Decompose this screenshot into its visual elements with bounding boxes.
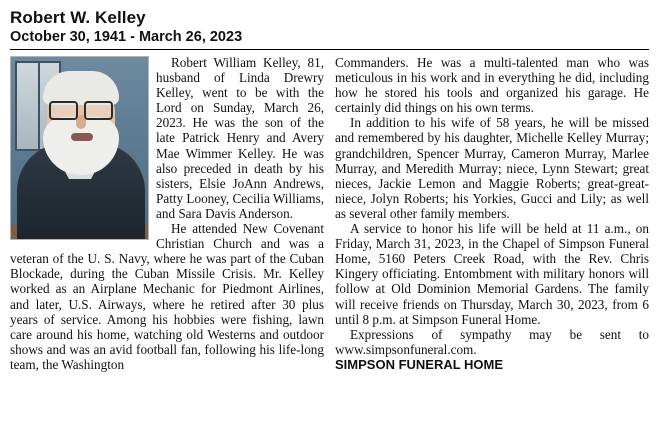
- portrait-photo: [10, 56, 149, 240]
- funeral-home-name: SIMPSON FUNERAL HOME: [335, 356, 504, 372]
- obituary-paragraph: In addition to his wife of 58 years, he will be missed and remembered by his daughter, Michelle Kelley Murray; grandchildren, Spencer Murray, Cameron Murray, Marlee Murray, and Meredith Murray; niece, Lynn Stewart; great nieces, Jackie Lemon and Maggie Roberts; great-great-niece, Jolyn Roberts; his Yorkies, Gucci and Lily; as well as several other family members.: [335, 115, 649, 221]
- obituary-paragraph: Robert William Kelley, 81, husband of Linda Drewry Kelley, went to be with the Lord on Sunday, March 26, 2023. He was the son of the late Patrick Henry and Avery Mae Wimmer Kelley. He was also preceded in death by his sisters, Elsie JoAnn Andrews, Patty Looney, Cecilia Williams, and Sara Davis Anderson.: [156, 55, 324, 221]
- photo-hair: [43, 71, 119, 105]
- photo-glasses: [47, 101, 115, 117]
- column-left: [10, 55, 324, 372]
- column-right: [335, 55, 649, 372]
- deceased-name: Robert W. Kelley: [10, 8, 146, 27]
- obituary-paragraph: Commanders. He was a multi-talented man who was meticulous in his work and in everything he did, including how he stored his tools and organized his garage. He certainly did things on his own terms.: [335, 55, 649, 116]
- photo-mouth: [71, 133, 93, 141]
- obituary-paragraph: He attended New Covenant Christian Church and was a veteran of the U. S. Navy, where he was part of the Cuban Blockade, during the Cuban Missile Crisis. Mr. Kelley worked as an Airplane Mechanic for Piedmont Airlines, and later, U.S. Airways, where he retired after 30 plus years of service. Among his hobbies were fishing, lawn care around his home, watching old Westerns and outdoor shows and was an avid football fan, following his life-long team, the Washington: [10, 221, 324, 372]
- obituary-paragraph: A service to honor his life will be held at 11 a.m., on Friday, March 31, 2023, in the Chapel of Simpson Funeral Home, 5160 Peters Creek Road, with the Rev. Chris Kingery officiating. Entombment with military honors will follow at Old Dominion Memorial Gardens. The family will receive friends on Thursday, March 30, 2023, from 6 until 8 p.m. at Simpson Funeral Home.: [335, 221, 649, 327]
- obituary-columns: [10, 55, 649, 431]
- sympathy-note: Expressions of sympathy may be sent to www.simpsonfuneral.com.: [335, 326, 649, 357]
- life-dates: October 30, 1941 - March 26, 2023: [10, 29, 243, 45]
- header-divider: [10, 49, 649, 50]
